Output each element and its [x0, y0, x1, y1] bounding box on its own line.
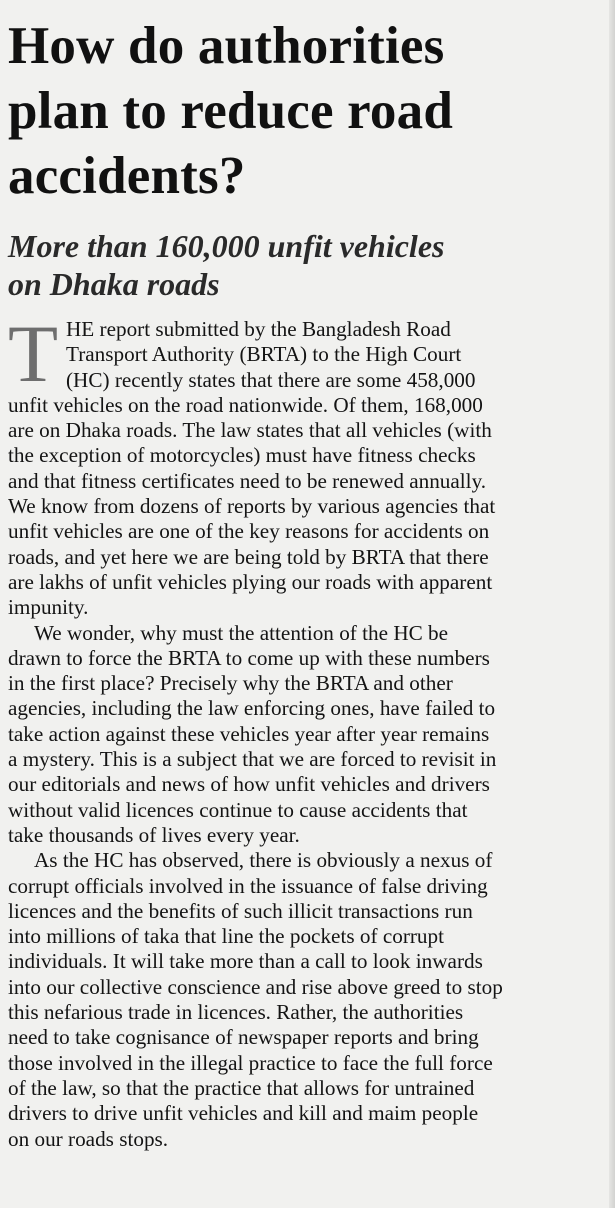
page-edge-shadow — [609, 0, 615, 1208]
text-line: a mystery. This is a subject that we are forced to revisit in — [8, 747, 497, 772]
text-line: those involved in the illegal practice to face the full force — [8, 1050, 493, 1075]
text-line: drawn to force the BRTA to come up with these numbers — [8, 645, 490, 670]
text-line: into our collective conscience and rise above greed to stop — [8, 974, 503, 999]
subheadline-line: on Dhaka roads — [8, 266, 220, 302]
text-line: are lakhs of unfit vehicles plying our roads with apparent — [8, 569, 493, 594]
article-body — [8, 308, 599, 1152]
text-line: agencies, including the law enforcing ones, have failed to — [8, 696, 496, 721]
lede-block — [8, 308, 599, 399]
lede-lines — [66, 317, 599, 393]
text-line: We know from dozens of reports by various agencies that — [8, 494, 496, 519]
text-line: impunity. — [8, 595, 89, 620]
text-line: individuals. It will take more than a call to look inwards — [8, 949, 483, 974]
text-line: on our roads stops. — [8, 1126, 169, 1151]
text-line: take thousands of lives every year. — [8, 822, 300, 847]
headline-line: How do authorities — [8, 17, 445, 75]
text-line: in the first place? Precisely why the BRTA and other — [8, 671, 453, 696]
text-line: unfit vehicles on the road nationwide. Of them, 168,000 — [8, 392, 483, 417]
text-line: of the law, so that the practice that allows for untrained — [8, 1075, 475, 1100]
text-line: As the HC has observed, there is obviously a nexus of — [34, 848, 493, 873]
text-line: and that fitness certificates need to be renewed annually. — [8, 468, 487, 493]
text-line: our editorials and news of how unfit vehicles and drivers — [8, 772, 490, 797]
text-line: unfit vehicles are one of the key reasons for accidents on — [8, 519, 490, 544]
text-line: drivers to drive unfit vehicles and kill and maim people — [8, 1101, 479, 1126]
text-line: roads, and yet here we are being told by BRTA that there — [8, 544, 489, 569]
headline-line: accidents? — [8, 147, 246, 205]
text-line: need to take cognisance of newspaper reports and bring — [8, 1025, 479, 1050]
headline-line: plan to reduce road — [8, 82, 454, 140]
text-line: this nefarious trade in licences. Rather, the authorities — [8, 1000, 464, 1025]
paragraph-1 — [8, 308, 599, 621]
drop-cap: T — [8, 308, 59, 399]
text-line: the exception of motorcycles) must have fitness checks — [8, 443, 476, 468]
subheadline-line: More than 160,000 unfit vehicles — [8, 228, 445, 264]
text-line: take action against these vehicles year after year remains — [8, 721, 490, 746]
text-line: into millions of taka that line the pockets of corrupt — [8, 924, 445, 949]
headline — [8, 14, 599, 209]
text-line: without valid licences continue to cause accidents that — [8, 797, 468, 822]
text-line: corrupt officials involved in the issuance of false driving — [8, 873, 488, 898]
text-line: HE report submitted by the Bangladesh Road — [66, 317, 451, 341]
text-line: are on Dhaka roads. The law states that all vehicles (with — [8, 418, 492, 443]
text-line: Transport Authority (BRTA) to the High Court — [66, 342, 462, 367]
text-line: We wonder, why must the attention of the HC be — [34, 620, 449, 645]
paragraph-3 — [8, 848, 599, 1152]
text-line: licences and the benefits of such illicit transactions run — [8, 898, 473, 923]
subheadline — [8, 227, 599, 303]
paragraph-2 — [8, 621, 599, 849]
text-line: (HC) recently states that there are some 458,000 — [66, 367, 476, 392]
